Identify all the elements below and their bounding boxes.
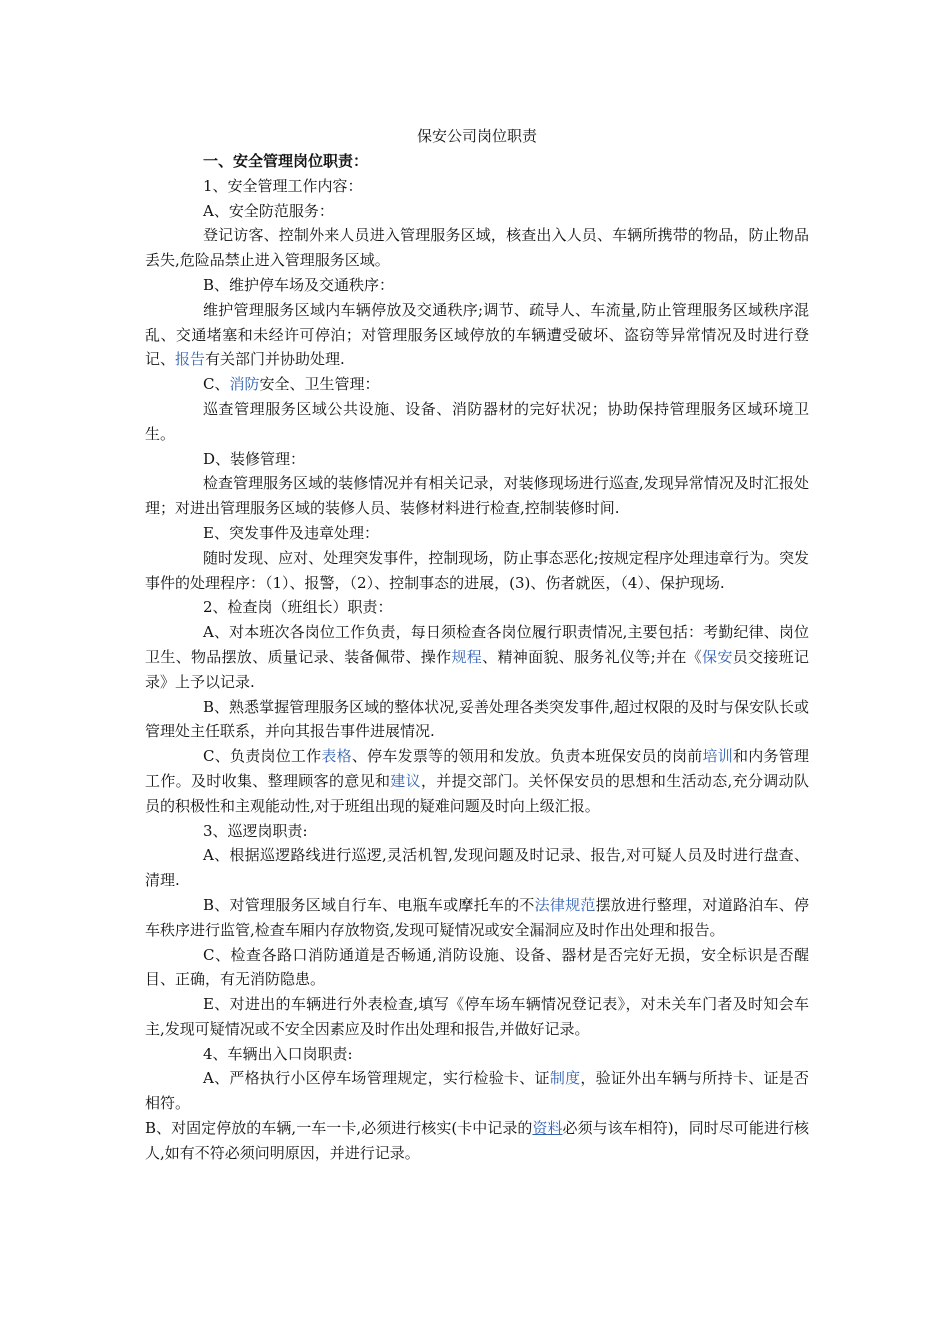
section-2-item-c: [145, 744, 809, 818]
item-b-text-2: 有关部门并协助处理.: [205, 350, 345, 369]
s2c-text-2: 、停车发票等的领用和发放。负责本班保安员的岗前: [351, 747, 703, 766]
s4a-text-2: ，验证外出车辆与所持卡、证是否相符。: [145, 1069, 809, 1113]
item-a-heading: A、安全防范服务：: [203, 201, 334, 220]
section-1-1-heading: 1、安全管理工作内容：: [203, 176, 363, 195]
section-1-heading: 一、安全管理岗位职责：: [203, 152, 369, 170]
link-training[interactable]: 培训: [702, 747, 733, 766]
s2a-text-3: 员交接班记录》上予以记录.: [145, 647, 809, 691]
s2a-text-1: A、对本班次各岗位工作负责，每日须检查各岗位履行职责情况,主要包括：考勤纪律、岗位卫生、物品摆放、质量记录、装备佩带、操作: [145, 623, 809, 666]
s2a-text-2: 、精神面貌、服务礼仪等;并在《: [482, 647, 703, 666]
link-fire[interactable]: 消防: [229, 375, 260, 394]
s2c-text-1: C、负责岗位工作: [203, 747, 322, 766]
section-3-heading: 3、巡逻岗职责:: [203, 821, 308, 840]
item-e-heading: E、突发事件及违章处理：: [203, 523, 379, 542]
item-c-body: 巡查管理服务区域公共设施、设备、消防器材的完好状况；协助保持管理服务区域环境卫生。: [145, 399, 809, 443]
section-4-item-b: [145, 1116, 809, 1166]
s3b-text-1: B、对管理服务区域自行车、电瓶车或摩托车的不: [203, 895, 535, 914]
s4a-text-1: A、严格执行小区停车场管理规定，实行检验卡、证: [203, 1069, 550, 1088]
s2c-text-4: ，并提交部门。关怀保安员的思想和生活动态,充分调动队员的积极性和主观能动性,对于班组出现的疑难问题及时向上级汇报。: [145, 771, 809, 815]
section-2-item-b: B、熟悉掌握管理服务区域的整体状况,妥善处理各类突发事件,超过权限的及时与保安队长或管理处主任联系，并向其报告事件进展情况.: [145, 697, 809, 741]
item-c-heading: [145, 372, 809, 397]
link-data[interactable]: 资料: [532, 1119, 563, 1138]
link-report[interactable]: 报告: [175, 350, 206, 369]
page-title: 保安公司岗位职责: [416, 127, 537, 145]
section-2-item-a: [145, 620, 809, 694]
item-b-heading: B、维护停车场及交通秩序：: [203, 275, 395, 294]
item-e-body: 随时发现、应对、处理突发事件，控制现场，防止事态恶化;按规定程序处理违章行为。突发事件的处理程序：（1）、报警，（2）、控制事态的进展，(3)、伤者就医，（4）、保护现场.: [145, 548, 809, 592]
s3b-text-2: 摆放进行整理，对道路泊车、停车秩序进行监管,检查车厢内存放物资,发现可疑情况或安全漏洞应及时作出处理和报告。: [145, 895, 809, 939]
section-3-item-b: [145, 893, 809, 943]
link-system[interactable]: 制度: [549, 1069, 581, 1088]
link-suggestion[interactable]: 建议: [390, 771, 421, 790]
item-b-text-1: 维护管理服务区域内车辆停放及交通秩序;调节、疏导人、车流量,防止管理服务区域秩序混乱、交通堵塞和未经许可停泊；对管理服务区域停放的车辆遭受破坏、盗窃等异常情况及时进行登记、: [145, 300, 809, 369]
section-3-item-c: C、检查各路口消防通道是否畅通,消防设施、设备、器材是否完好无损，安全标识是否醒目、正确，有无消防隐患。: [145, 945, 809, 989]
section-4-item-a: [145, 1066, 809, 1116]
item-d-heading: D、装修管理：: [203, 449, 306, 468]
section-3-item-a: A、根据巡逻路线进行巡逻,灵活机智,发现问题及时记录、报告,对可疑人员及时进行盘查、清理.: [145, 846, 809, 890]
section-4-heading: 4、车辆出入口岗职责:: [203, 1044, 353, 1063]
s4b-text-2: 必须与该车相符)，同时尽可能进行核人,如有不符必须问明原因，并进行记录。: [145, 1119, 809, 1162]
item-a-body: 登记访客、控制外来人员进入管理服务区域，核查出入人员、车辆所携带的物品，防止物品丢失,危险品禁止进入管理服务区域。: [145, 226, 809, 270]
item-b-body: [145, 298, 809, 372]
section-3-item-e: E、对进出的车辆进行外表检查,填写《停车场车辆情况登记表》，对未关车门者及时知会车主,发现可疑情况或不安全因素应及时作出处理和报告,并做好记录。: [145, 995, 809, 1038]
item-d-body: 检查管理服务区域的装修情况并有相关记录，对装修现场进行巡查,发现异常情况及时汇报处理；对进出管理服务区域的装修人员、装修材料进行检查,控制装修时间.: [145, 474, 809, 518]
link-law[interactable]: 法律规范: [534, 895, 596, 914]
item-c-prefix: C、: [203, 375, 230, 394]
link-security[interactable]: 保安: [702, 647, 733, 666]
document-body: [145, 149, 809, 1166]
link-rules[interactable]: 规程: [451, 647, 483, 666]
item-c-suffix: 安全、卫生管理：: [259, 375, 380, 394]
link-forms[interactable]: 表格: [321, 747, 352, 766]
s2c-text-3: 和内务管理工作。及时收集、整理顾客的意见和: [145, 747, 809, 790]
section-2-heading: 2、检查岗（班组长）职责：: [203, 598, 393, 617]
s4b-text-1: B、对固定停放的车辆,一车一卡,必须进行核实(卡中记录的: [145, 1119, 533, 1138]
